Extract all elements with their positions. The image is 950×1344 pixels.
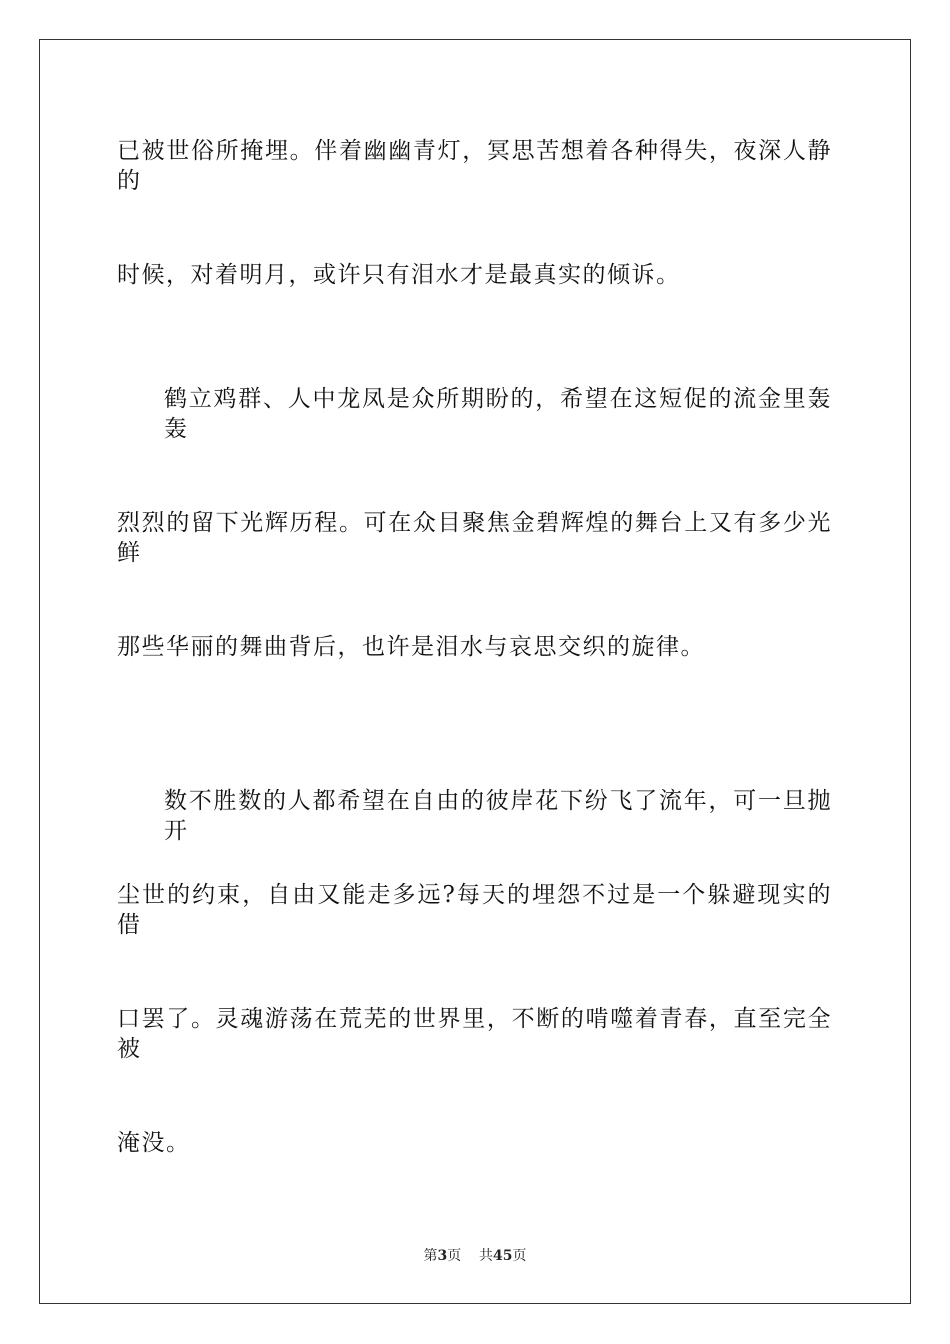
paragraph-line-8: 口罢了。灵魂游荡在荒芜的世界里，不断的啃噬着青春，直至完全被: [117, 1006, 832, 1062]
paragraph-line-6: 数不胜数的人都希望在自由的彼岸花下纷飞了流年，可一旦抛开: [164, 788, 832, 844]
footer-page-prefix: 第: [423, 1248, 438, 1264]
paragraph-line-1: 已被世俗所掩埋。伴着幽幽青灯，冥思苦想着各种得失，夜深人静的: [117, 138, 832, 194]
paragraph-line-3: 鹤立鸡群、人中龙凤是众所期盼的，希望在这短促的流金里轰轰: [164, 386, 832, 442]
paragraph-line-4: 烈烈的留下光辉历程。可在众目聚焦金碧辉煌的舞台上又有多少光鲜: [117, 510, 832, 566]
footer-total-pages: 45: [493, 1248, 513, 1264]
page-footer: [0, 1245, 950, 1265]
footer-page-suffix: 页: [447, 1248, 462, 1264]
paragraph-line-7: 尘世的约束，自由又能走多远?每天的埋怨不过是一个躲避现实的借: [117, 882, 832, 938]
footer-page-number: 3: [437, 1248, 448, 1264]
paragraph-line-5: 那些华丽的舞曲背后，也许是泪水与哀思交织的旋律。: [117, 634, 705, 660]
page-border: [39, 39, 911, 1304]
footer-total-suffix: 页: [512, 1248, 527, 1264]
footer-total-prefix: 共: [479, 1248, 494, 1264]
paragraph-line-2: 时候，对着明月，或许只有泪水才是最真实的倾诉。: [117, 262, 681, 288]
paragraph-line-9: 淹没。: [117, 1130, 191, 1156]
